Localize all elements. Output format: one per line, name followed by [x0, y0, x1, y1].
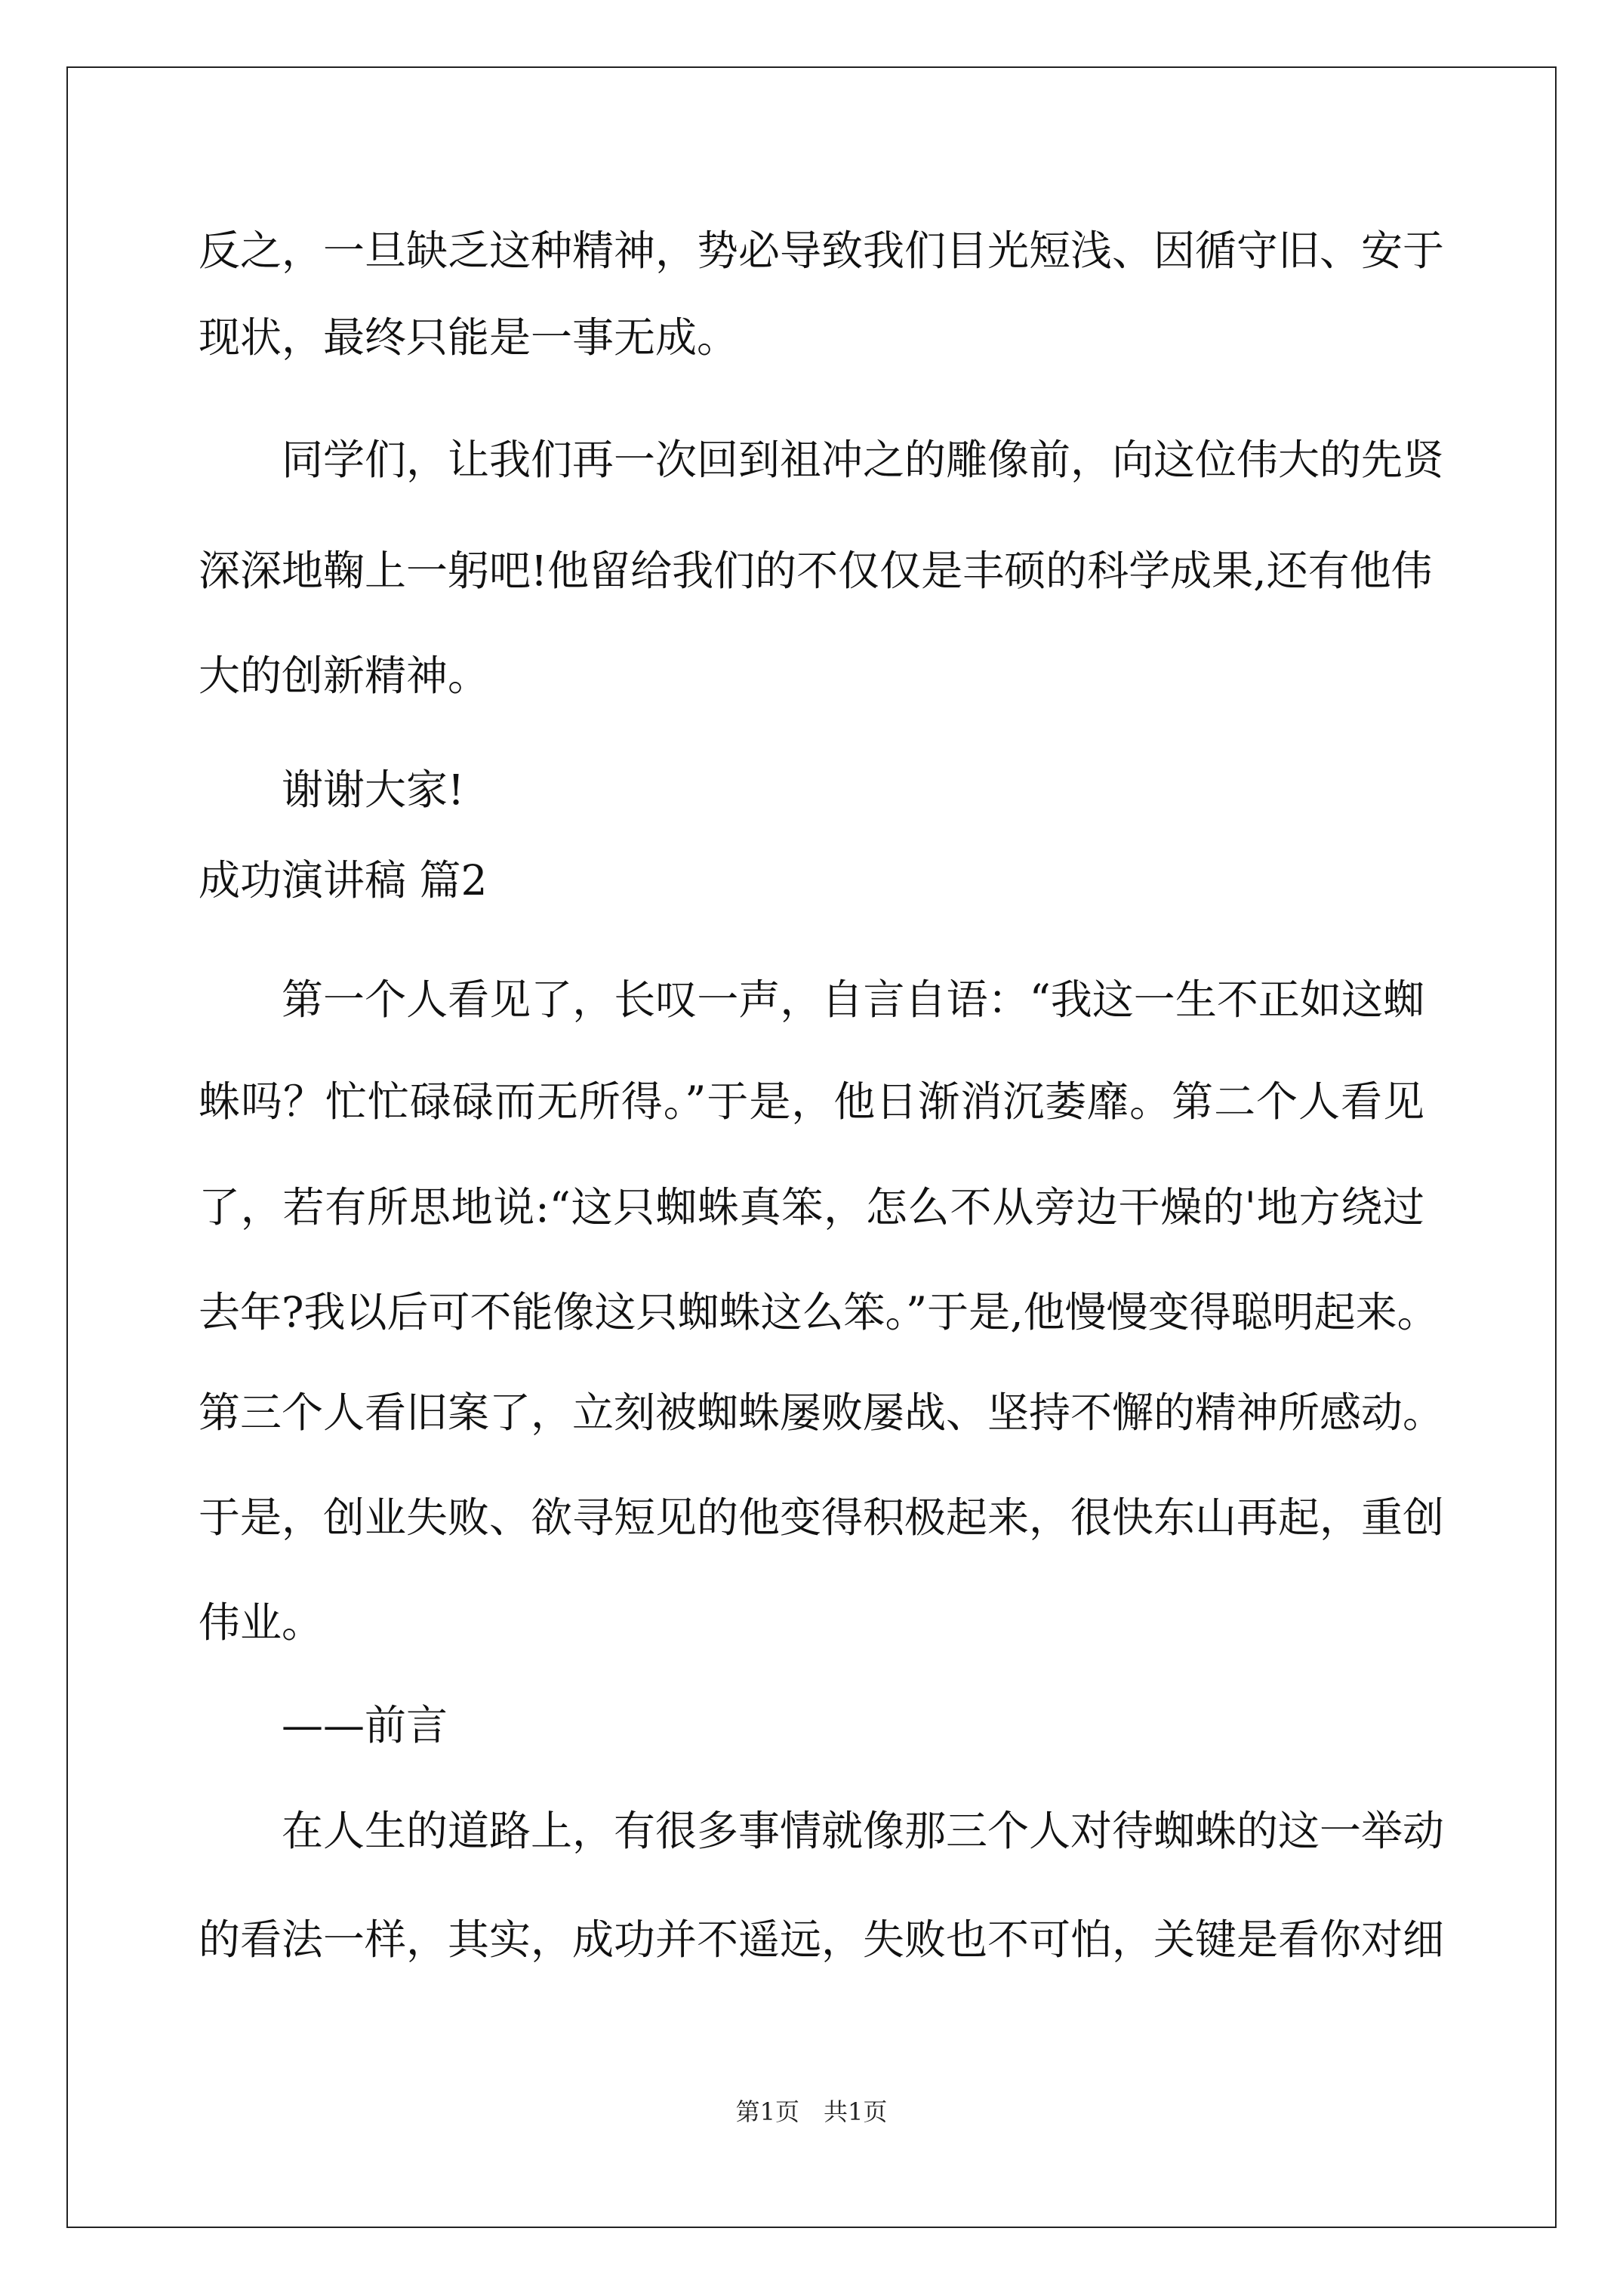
- paragraph-line: 反之，一旦缺乏这种精神，势必导致我们目光短浅、因循守旧、安于: [199, 227, 1445, 275]
- paragraph-line: 第一个人看见了，长叹一声，自言自语：“我这一生不正如这蜘: [282, 975, 1424, 1024]
- paragraph-line: 深深地鞠上一躬吧!他留给我们的不仅仅是丰硕的科学成果,还有他伟: [199, 547, 1433, 595]
- paragraph-line: 伟业。: [199, 1598, 324, 1647]
- page-footer: 第1页 共1页: [735, 2097, 888, 2126]
- paragraph-line: 同学们，让我们再一次回到祖冲之的雕像前，向这位伟大的先贤: [282, 436, 1445, 484]
- paragraph-line: 的看法一样，其实，成功并不遥远，失败也不可怕，关键是看你对细: [199, 1915, 1445, 1964]
- paragraph-line: 于是，创业失败、欲寻短见的他变得积极起来，很快东山再起，重创: [199, 1493, 1445, 1542]
- paragraph-line: 第三个人看旧案了，立刻被蜘蛛屡败屡战、坚持不懈的精神所感动。: [199, 1388, 1445, 1437]
- paragraph-line: 谢谢大家!: [282, 766, 465, 814]
- section-heading: 成功演讲稿 篇2: [199, 856, 488, 905]
- page-border: [66, 66, 1557, 2228]
- paragraph-line: 大的创新精神。: [199, 652, 490, 700]
- paragraph-line: 在人生的道路上，有很多事情就像那三个人对待蜘蛛的这一举动: [282, 1807, 1445, 1855]
- paragraph-line: 了，若有所思地说:“这只蜘蛛真笨，怎么不从旁边干燥的'地方绕过: [199, 1183, 1424, 1231]
- paragraph-line: 蛛吗？忙忙碌碌而无所得。”于是，他日渐消沉萎靡。第二个人看见: [199, 1077, 1424, 1126]
- paragraph-line: ——前言: [282, 1701, 448, 1749]
- paragraph-line: 去年?我以后可不能像这只蜘蛛这么笨。”于是,他慢慢变得聪明起来。: [199, 1288, 1439, 1336]
- paragraph-line: 现状，最终只能是一事无成。: [199, 313, 739, 362]
